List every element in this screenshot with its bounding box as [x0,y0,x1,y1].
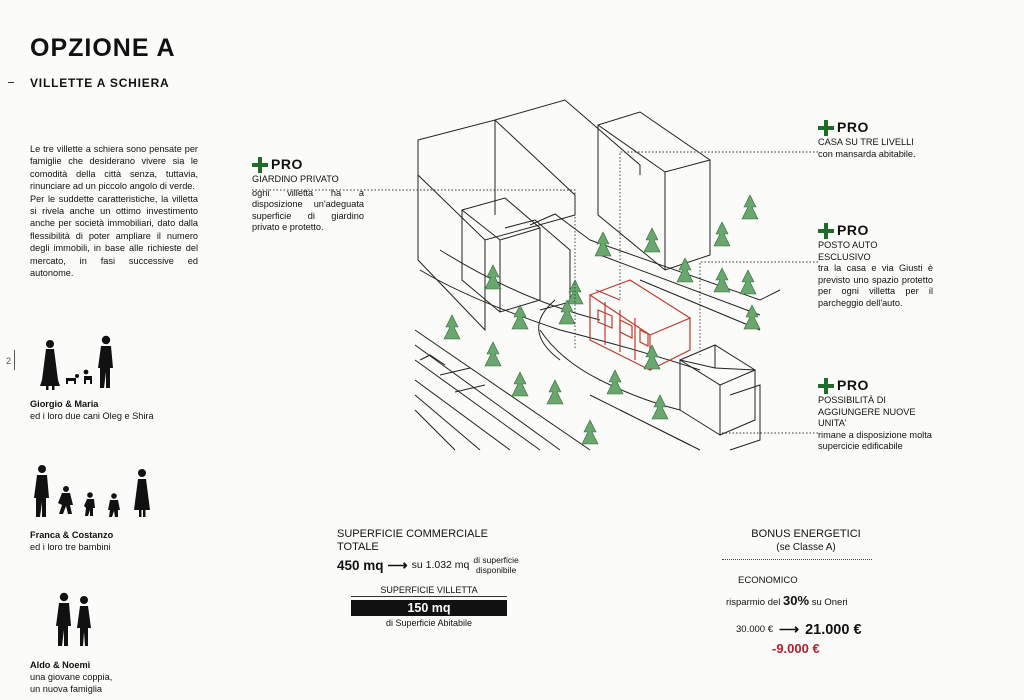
pro-casa-tre-livelli [818,119,968,160]
pro-title: POSTO AUTO [818,240,878,250]
villa-surface [351,585,507,628]
pro-nuove-unita [818,377,938,453]
surface-title-2: TOTALE [337,541,379,553]
family-name: Giorgio & Maria [30,399,99,409]
family-name: Aldo & Noemi [30,660,91,670]
saving-amount: -9.000 € [772,641,820,656]
family-name: Franca & Costanzo [30,530,114,540]
intro-paragraph-1: Le tre villette a schiera sono pensate per famiglie che desiderano vivere sia le comodità della città senza, tuttavia, rinunciare ad un piccolo angolo di verde. [30,144,198,192]
pro-title: AGGIUNGERE NUOVE [818,406,916,417]
family-detail: ed i loro due cani Oleg e Shira [30,411,154,421]
intro-paragraph-2: Per le suddette caratteristiche, la villetta si rivela anche un ottimo investimento anche per società immobiliari, dato dalla flessibilità di poter ampliare il numero degli immobili, in base alle richieste del mercato, in fasi successive ed autonome. [30,193,198,279]
plus-icon [818,378,834,394]
surface-note-1: di superficie [473,555,519,565]
pro-title: CASA SU TRE LIVELLI [818,137,914,147]
pro-title: POSSIBILITÀ DI [818,395,886,405]
surface-summary [337,528,537,575]
family-detail: un nuova famiglia [30,684,103,694]
pro-label: PRO [271,156,303,173]
pro-title: UNITA' [818,418,847,429]
surface-title-1: SUPERFICIE COMMERCIALE [337,528,488,540]
villa-label: SUPERFICIE VILLETTA [351,585,507,597]
bonus-title: BONUS ENERGETICI [751,528,861,540]
page-number: 2 [6,356,12,366]
surface-note [473,555,518,575]
trees [444,195,760,444]
pro-title: ESCLUSIVO [818,251,871,262]
eco-description [726,593,848,608]
surface-total: su 1.032 mq [411,559,470,571]
pro-description: ogni villetta ha a disposizione un'adeguata superficie di giardino privato e protetto. [252,187,364,233]
villette-houses [590,280,690,370]
pro-description: con mansarda abitabile. [818,148,916,159]
eco-prefix: risparmio del [726,597,781,608]
eco-percent: 30% [783,593,810,608]
pro-giardino-privato [252,156,424,234]
family-detail: una giovane coppia, [30,672,113,682]
villa-value: 150 mq [351,600,507,616]
bonus-subtitle: (se Classe A) [776,542,836,553]
pro-description: rimane a disposizione molta supercicie edificabile [818,429,932,452]
pro-label: PRO [837,377,869,394]
pro-title: GIARDINO PRIVATO [252,174,339,184]
pro-label: PRO [837,222,869,239]
plus-icon [818,120,834,136]
eco-price [736,621,862,638]
villa-sub: di Superficie Abitabile [385,618,473,628]
old-price: 30.000 € [736,624,773,635]
eco-suffix: su Oneri [811,597,848,608]
pro-posto-auto [818,222,933,310]
arrow-right-icon: ⟶ [778,621,800,637]
family-detail: ed i loro tre bambini [30,542,111,552]
arrow-right-icon: ⟶ [387,556,408,573]
bonus-energetici [716,528,896,656]
new-price: 21.000 € [805,621,862,638]
pro-label: PRO [837,119,869,136]
bonus-divider [722,559,872,560]
surface-value: 450 mq [337,557,384,573]
eco-title: ECONOMICO [738,575,798,586]
surface-note-2: disponibile [476,565,517,575]
plus-icon [252,157,268,173]
page-title: OPZIONE A [30,34,176,62]
pro-description: tra la casa e via Giusti è previsto uno spazio protetto per ogni villetta per il parcheggio dell'auto. [818,263,933,308]
plus-icon [818,223,834,239]
page-subtitle: VILLETTE A SCHIERA [30,76,170,90]
